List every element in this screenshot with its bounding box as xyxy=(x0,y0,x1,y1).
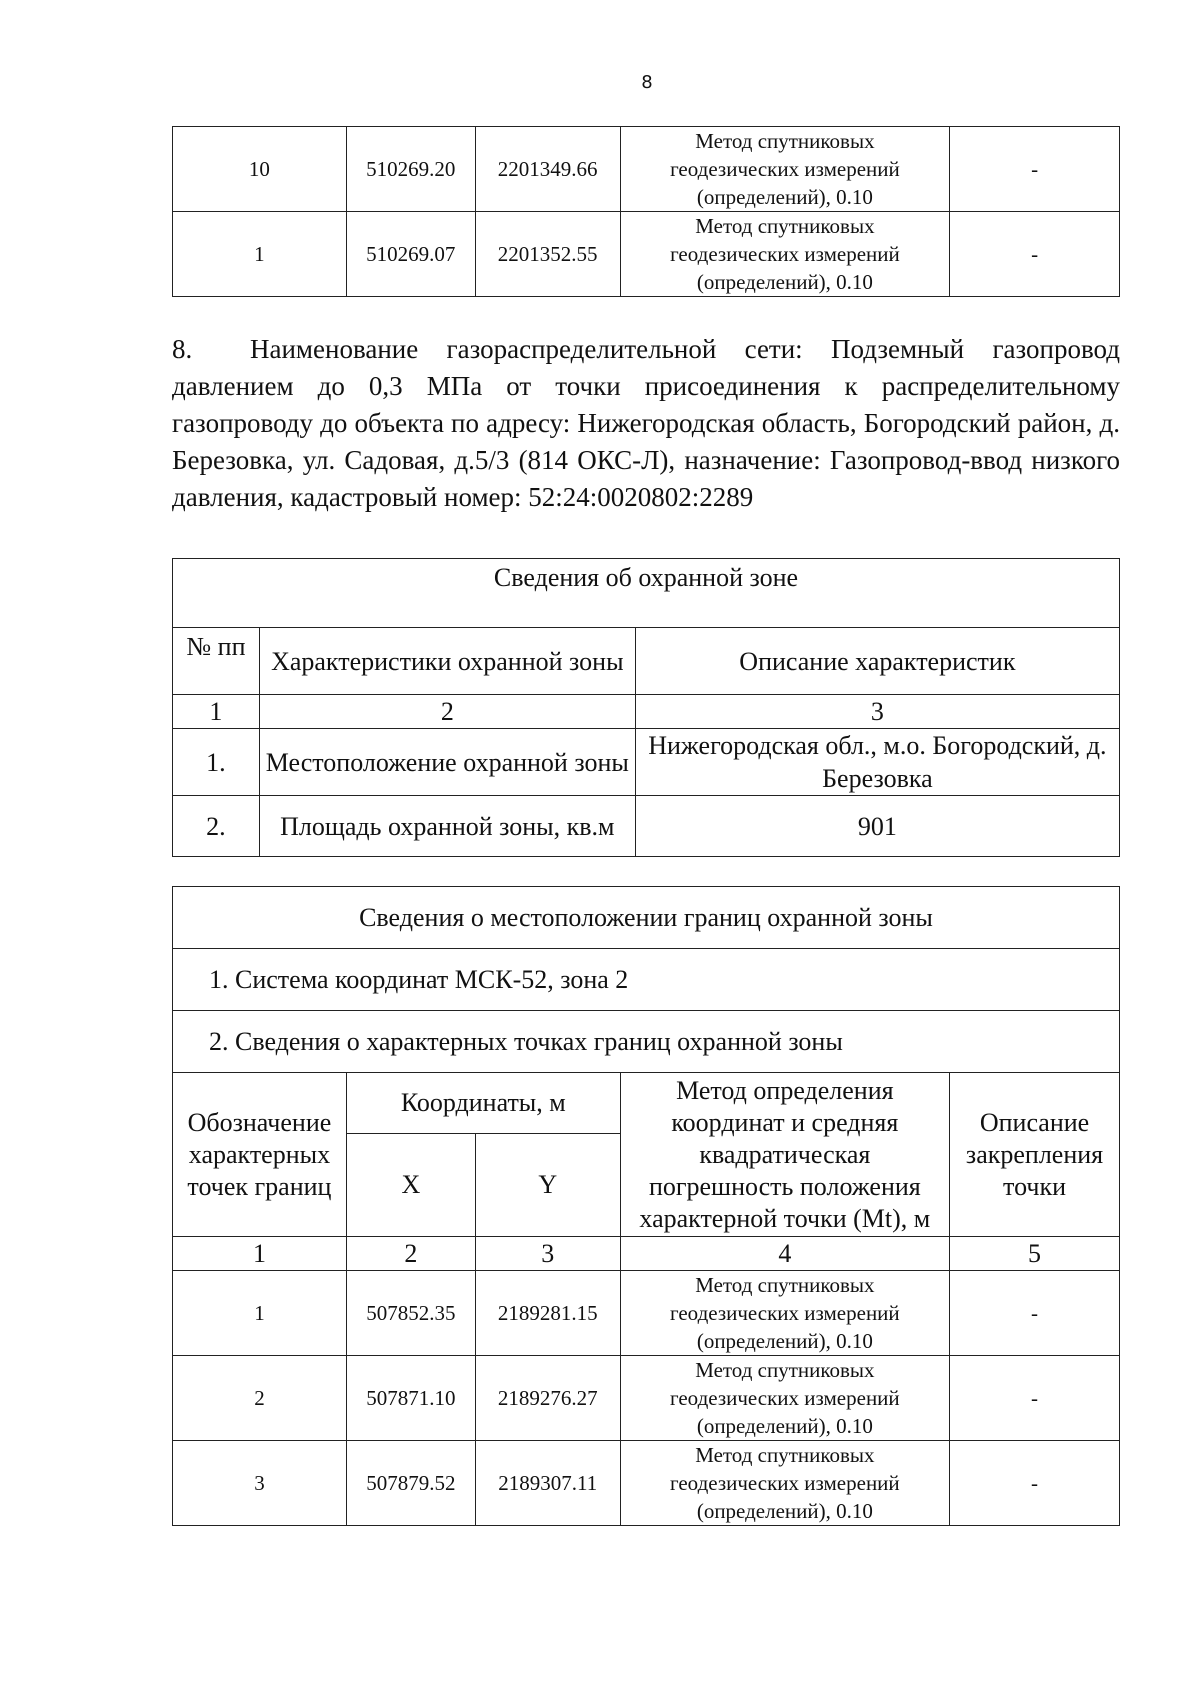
x-cell: 507879.52 xyxy=(346,1441,475,1526)
y-cell: 2189281.15 xyxy=(475,1271,620,1356)
index-row xyxy=(173,695,1120,729)
point-cell: 1 xyxy=(173,1271,347,1356)
header-cell: Характеристики охранной зоны xyxy=(259,628,635,695)
fixing-cell: - xyxy=(950,127,1120,212)
index-cell: 2 xyxy=(346,1237,475,1271)
index-row xyxy=(173,1237,1120,1271)
index-cell: 2 xyxy=(259,695,635,729)
header-row xyxy=(173,628,1120,695)
boundary-location-table xyxy=(172,886,1120,1526)
characteristic-name: Площадь охранной зоны, кв.м xyxy=(259,796,635,857)
header-cell: Описание характеристик xyxy=(635,628,1119,695)
fixing-cell: - xyxy=(950,1441,1120,1526)
coordinates-table-continuation xyxy=(172,126,1120,297)
designation-header: Обозначение характерных точек границ xyxy=(173,1073,347,1237)
index-cell: 1 xyxy=(173,695,260,729)
characteristic-value: Нижегородская обл., м.о. Богородский, д. Березовка xyxy=(635,729,1119,796)
x-cell: 507852.35 xyxy=(346,1271,475,1356)
index-cell: 3 xyxy=(635,695,1119,729)
section-text: Наименование газораспределительной сети: Подземный газопровод давлением до 0,3 МПа от точки присоединения к распределительному газопроводу до объекта по адресу: Нижегородская область, Богородский район, д. Березовка, ул. Садовая, д.5/3 (814 ОКС-Л), назначение: Газопровод-ввод низкого давления, кадастровый номер: 52:24:0020802:2289 xyxy=(172,334,1120,512)
method-cell: Метод спутниковых геодезических измерений (определений), 0.10 xyxy=(620,1356,949,1441)
index-cell: 1 xyxy=(173,1237,347,1271)
table-row xyxy=(173,796,1120,857)
x-cell: 507871.10 xyxy=(346,1356,475,1441)
method-cell: Метод спутниковых геодезических измерений (определений), 0.10 xyxy=(620,212,950,297)
method-header: Метод определения координат и средняя квадратическая погрешность положения характерной точки (Mt), м xyxy=(620,1073,949,1237)
point-cell: 1 xyxy=(173,212,347,297)
fixing-cell: - xyxy=(950,212,1120,297)
characteristic-name: Местоположение охранной зоны xyxy=(259,729,635,796)
method-cell: Метод спутниковых геодезических измерений (определений), 0.10 xyxy=(620,127,950,212)
index-cell: 5 xyxy=(950,1237,1120,1271)
protection-zone-table xyxy=(172,558,1120,857)
y-cell: 2201352.55 xyxy=(475,212,620,297)
y-cell: 2189307.11 xyxy=(475,1441,620,1526)
y-header: Y xyxy=(475,1134,620,1237)
header-row xyxy=(173,1073,1120,1134)
coords-header: Координаты, м xyxy=(346,1073,620,1134)
fixing-cell: - xyxy=(950,1356,1120,1441)
x-cell: 510269.20 xyxy=(346,127,475,212)
section-paragraph xyxy=(172,331,1120,516)
fixing-header: Описание закрепления точки xyxy=(950,1073,1120,1237)
y-cell: 2201349.66 xyxy=(475,127,620,212)
point-cell: 3 xyxy=(173,1441,347,1526)
method-cell: Метод спутниковых геодезических измерений (определений), 0.10 xyxy=(620,1271,949,1356)
table-row xyxy=(173,127,1120,212)
coordinate-system: 1. Система координат МСК-52, зона 2 xyxy=(173,949,1120,1011)
fixing-cell: - xyxy=(950,1271,1120,1356)
points-title: 2. Сведения о характерных точках границ охранной зоны xyxy=(173,1011,1120,1073)
characteristic-value: 901 xyxy=(635,796,1119,857)
index-cell: 3 xyxy=(475,1237,620,1271)
section-number: 8. xyxy=(172,334,193,364)
page-number: 8 xyxy=(641,72,653,93)
table-caption: Сведения о местоположении границ охранной зоны xyxy=(173,887,1120,949)
row-number: 2. xyxy=(173,796,260,857)
x-header: X xyxy=(346,1134,475,1237)
table-row xyxy=(173,1271,1120,1356)
index-cell: 4 xyxy=(620,1237,949,1271)
point-cell: 10 xyxy=(173,127,347,212)
table-row xyxy=(173,1441,1120,1526)
method-cell: Метод спутниковых геодезических измерений (определений), 0.10 xyxy=(620,1441,949,1526)
table-row xyxy=(173,1356,1120,1441)
point-cell: 2 xyxy=(173,1356,347,1441)
y-cell: 2189276.27 xyxy=(475,1356,620,1441)
table-row xyxy=(173,212,1120,297)
table-row xyxy=(173,729,1120,796)
table-caption: Сведения об охранной зоне xyxy=(173,559,1120,628)
x-cell: 510269.07 xyxy=(346,212,475,297)
row-number: 1. xyxy=(173,729,260,796)
header-cell: № пп xyxy=(173,628,260,695)
